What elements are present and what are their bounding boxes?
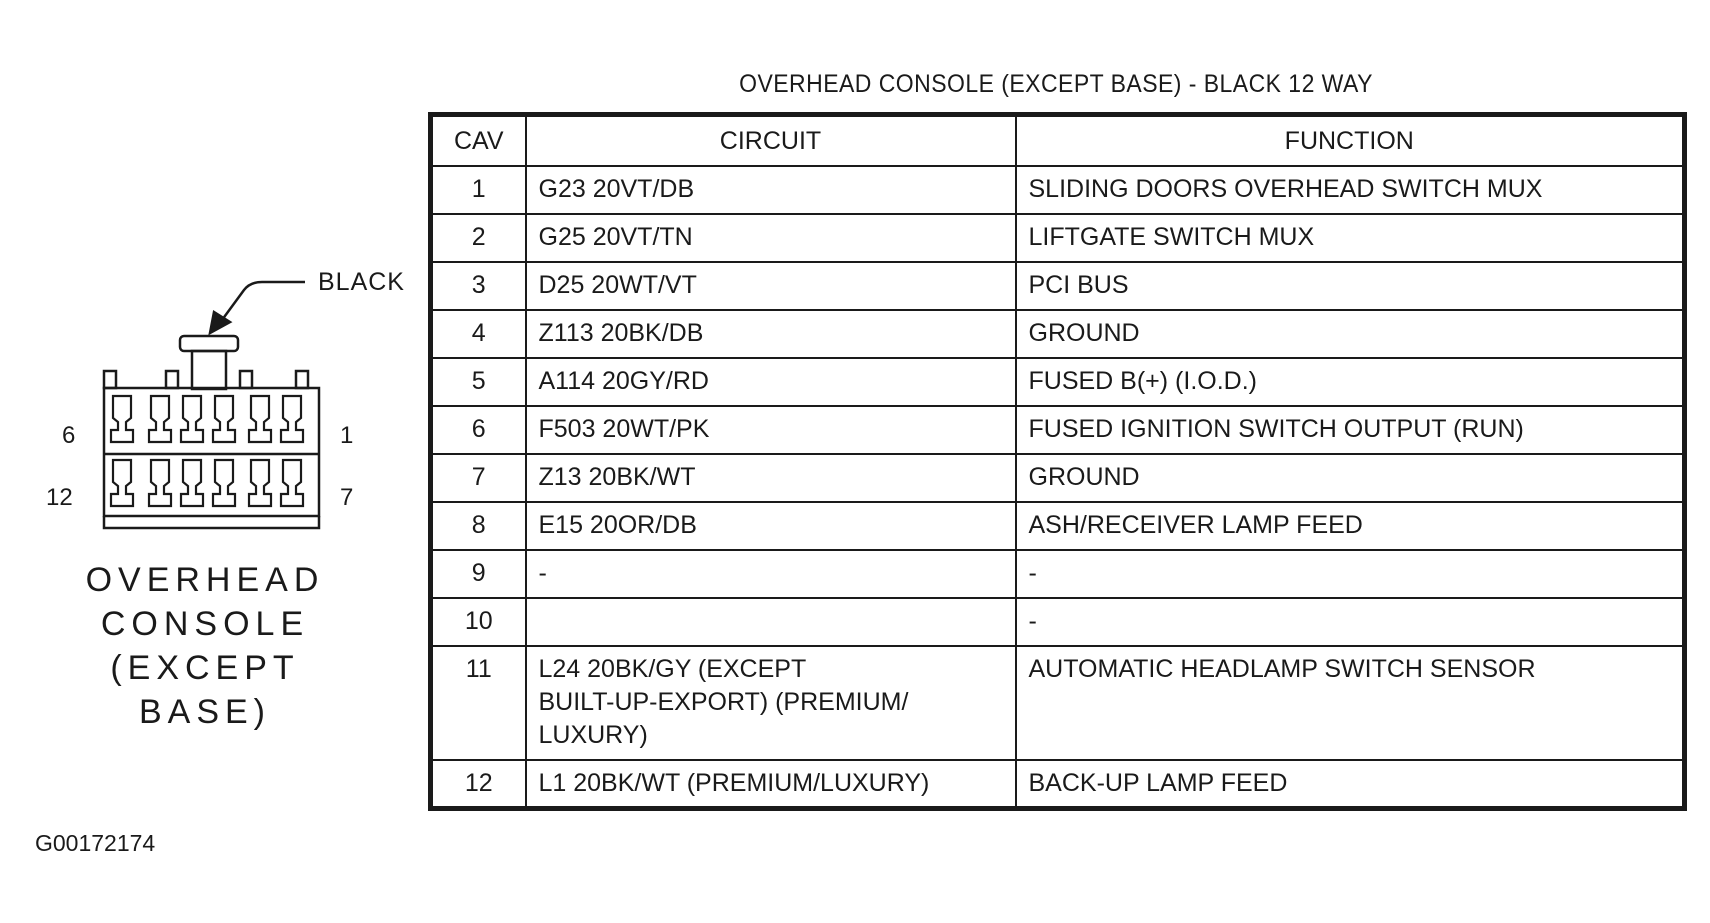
table-row xyxy=(431,502,1685,550)
table-row xyxy=(431,550,1685,598)
leader-line xyxy=(222,282,305,320)
cav-cell: 8 xyxy=(431,502,526,550)
function-cell: PCI BUS xyxy=(1016,262,1685,310)
table-row xyxy=(431,760,1685,808)
connector-cavity xyxy=(111,460,133,506)
function-cell: GROUND xyxy=(1016,310,1685,358)
connector-tab xyxy=(166,371,178,388)
function-cell: BACK-UP LAMP FEED xyxy=(1016,760,1685,808)
circuit-cell: Z113 20BK/DB xyxy=(526,310,1016,358)
connector-tab xyxy=(240,371,252,388)
circuit-cell: L1 20BK/WT (PREMIUM/LUXURY) xyxy=(526,760,1016,808)
connector-cavity xyxy=(213,460,235,506)
connector-cavity xyxy=(281,460,303,506)
pinout-table xyxy=(428,112,1687,811)
function-cell: - xyxy=(1016,550,1685,598)
connector-cavity xyxy=(281,396,303,442)
connector-cavity xyxy=(213,396,235,442)
circuit-cell: G23 20VT/DB xyxy=(526,166,1016,214)
table-row xyxy=(431,598,1685,646)
connector-name-line: CONSOLE xyxy=(100,605,310,643)
connector-base xyxy=(104,516,319,528)
cav-cell: 12 xyxy=(431,760,526,808)
header-function: FUNCTION xyxy=(1016,115,1685,167)
connector-cavity xyxy=(249,396,271,442)
circuit-cell: G25 20VT/TN xyxy=(526,214,1016,262)
connector-tab xyxy=(104,371,116,388)
table-row xyxy=(431,646,1685,760)
table-row xyxy=(431,310,1685,358)
circuit-cell: L24 20BK/GY (EXCEPT BUILT-UP-EXPORT) (PREMIUM/ LUXURY) xyxy=(526,646,1016,760)
latch-stem xyxy=(192,351,226,389)
cav-cell: 11 xyxy=(431,646,526,760)
cav-cell: 6 xyxy=(431,406,526,454)
circuit-cell: F503 20WT/PK xyxy=(526,406,1016,454)
function-cell: SLIDING DOORS OVERHEAD SWITCH MUX xyxy=(1016,166,1685,214)
table-row xyxy=(431,214,1685,262)
table-row xyxy=(431,454,1685,502)
cav-cell: 5 xyxy=(431,358,526,406)
table-row xyxy=(431,406,1685,454)
function-cell: - xyxy=(1016,598,1685,646)
connector-name xyxy=(50,558,360,734)
function-cell: LIFTGATE SWITCH MUX xyxy=(1016,214,1685,262)
cav-cell: 9 xyxy=(431,550,526,598)
connector-color-label: BLACK xyxy=(318,268,405,296)
function-cell: GROUND xyxy=(1016,454,1685,502)
header-cav: CAV xyxy=(431,115,526,167)
cav-cell: 7 xyxy=(431,454,526,502)
connector-cavity xyxy=(149,460,171,506)
connector-cavity xyxy=(249,460,271,506)
cav-cell: 4 xyxy=(431,310,526,358)
connector-tab xyxy=(296,371,308,388)
function-cell: FUSED IGNITION SWITCH OUTPUT (RUN) xyxy=(1016,406,1685,454)
cav-cell: 2 xyxy=(431,214,526,262)
connector-body xyxy=(104,388,319,516)
circuit-cell: E15 20OR/DB xyxy=(526,502,1016,550)
connector-cavity xyxy=(149,396,171,442)
table-header-row xyxy=(431,115,1685,167)
pin-label-7: 7 xyxy=(340,484,354,511)
cav-cell: 3 xyxy=(431,262,526,310)
table-row xyxy=(431,262,1685,310)
header-circuit: CIRCUIT xyxy=(526,115,1016,167)
connector-cavity xyxy=(181,460,203,506)
function-cell: FUSED B(+) (I.O.D.) xyxy=(1016,358,1685,406)
function-cell: ASH/RECEIVER LAMP FEED xyxy=(1016,502,1685,550)
circuit-cell: Z13 20BK/WT xyxy=(526,454,1016,502)
table-row xyxy=(431,166,1685,214)
cav-cell: 1 xyxy=(431,166,526,214)
circuit-cell xyxy=(526,598,1016,646)
connector-latch xyxy=(180,336,238,351)
table-title: OVERHEAD CONSOLE (EXCEPT BASE) - BLACK 12 WAY xyxy=(739,70,1373,98)
circuit-cell: - xyxy=(526,550,1016,598)
connector-cavity xyxy=(111,396,133,442)
circuit-cell: A114 20GY/RD xyxy=(526,358,1016,406)
pin-label-12: 12 xyxy=(46,484,73,511)
figure-id: G00172174 xyxy=(35,830,156,856)
table-row xyxy=(431,358,1685,406)
connector-cavity xyxy=(181,396,203,442)
function-cell: AUTOMATIC HEADLAMP SWITCH SENSOR xyxy=(1016,646,1685,760)
connector-name-line: OVERHEAD xyxy=(85,561,325,599)
circuit-cell: D25 20WT/VT xyxy=(526,262,1016,310)
pin-label-6: 6 xyxy=(62,422,76,449)
pin-label-1: 1 xyxy=(340,422,354,449)
cav-cell: 10 xyxy=(431,598,526,646)
connector-name-line: (EXCEPT BASE) xyxy=(110,649,300,731)
